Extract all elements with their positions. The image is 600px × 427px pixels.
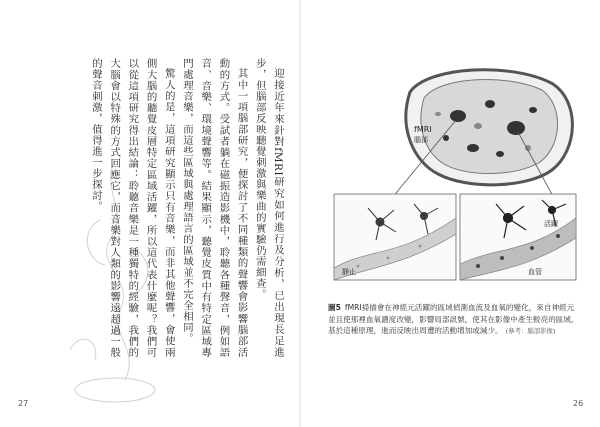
fmri-figure: [328, 58, 580, 286]
left-page-number: 27: [18, 399, 29, 408]
figure-caption: [328, 302, 580, 338]
label-fmri: fMRI: [414, 125, 432, 134]
right-page-number: 26: [573, 399, 584, 408]
caption-credit: (參考：腦部影像): [505, 327, 556, 336]
left-page-body-text: [45, 58, 287, 358]
label-rest: 靜止: [342, 268, 356, 276]
paragraph-1: 迎接近年來針對fMRI研究如何進行及分析，已出現長足進步，但腦部反映聽覺刺激與樂曲的實驗仍需細查。: [253, 58, 284, 358]
caption-text: fMRI掃描會在神經元活躍的區域偵測血流及血氧的變化，來自神經元並且使那裡血氧濃度改變，影響局部訊號，使其在影像中產生較亮的區域。基於這種原理，進而反映出周遭的活動增加或減少。: [328, 303, 579, 336]
caption-figure-label: 圖5: [328, 303, 341, 312]
label-vessel: 血管: [528, 268, 542, 276]
paragraph-3: 驚人的是，這項研究顯示只有音樂，而非其他聲響，會使兩側大腦的聽覺皮層特定區域活躍，所以這代表什麼呢？我們可以從這項研究得出結論：聆聽音樂是一種獨特的經驗，我們的大腦會以特殊的方式回應它，而音樂對人類的影響遠超過一般的聲音刺激，值得進一步探討。: [89, 58, 175, 358]
label-brain: 腦部: [414, 136, 428, 144]
label-active: 活躍: [544, 220, 558, 228]
paragraph-2: 其中一項腦部研究，便探討了不同種類的聲響會影響腦部活動的方式。受試者躺在磁振造影機中，聆聽各種聲音，例如語音、音樂、環境聲響等。結果顯示，聽覺皮質中有特定區域專門處理音樂，而這些區域與處理語言的區域並不完全相同。: [180, 58, 248, 358]
book-gutter: [299, 0, 301, 427]
inset-active: [460, 194, 576, 280]
